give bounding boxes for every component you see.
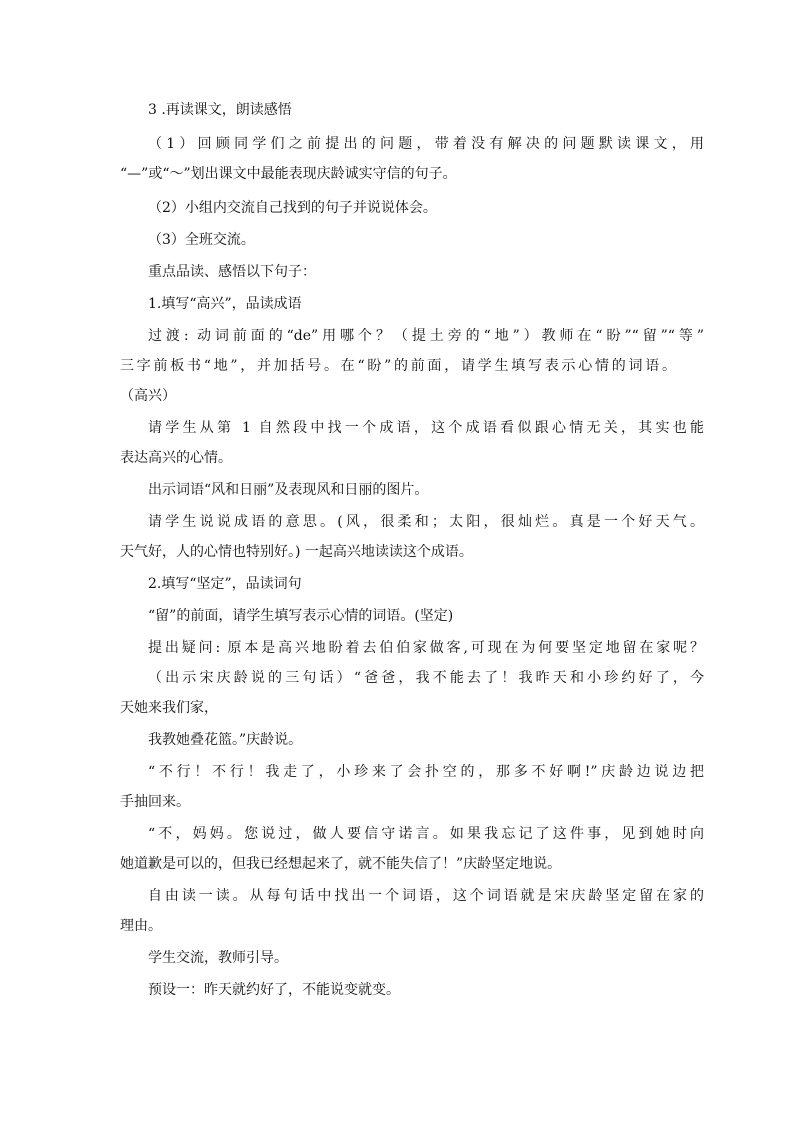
paragraph-line: （1）回顾同学们之前提出的问题，带着没有解决的问题默读课文，用 xyxy=(148,136,704,152)
paragraph-line: 出示词语“风和日丽”及表现风和日丽的图片。 xyxy=(148,482,429,498)
paragraph-line: 手抽回来。 xyxy=(120,794,190,810)
subsection-heading: 2.填写“坚定”，品读词句 xyxy=(148,576,302,592)
paragraph-line: 自由读一读。从每句话中找出一个词语，这个词语就是宋庆龄坚定留在家的 xyxy=(148,888,704,904)
paragraph-line: 预设一：昨天就约好了，不能说变就变。 xyxy=(148,982,400,998)
paragraph-line: “留”的前面，请学生填写表示心情的词语。(坚定) xyxy=(148,608,454,624)
paragraph-line: 过渡: 动词前面的“de”用哪个？（提土旁的“地”）教师在“盼”“留”“等” xyxy=(148,328,704,344)
paragraph-line: 请学生说说成语的意思。(风，很柔和；太阳，很灿烂。真是一个好天气。 xyxy=(148,514,704,530)
paragraph-line: 重点品读、感悟以下句子： xyxy=(148,264,316,280)
paragraph-line: （高兴） xyxy=(120,388,176,404)
paragraph-line: 天她来我们家， xyxy=(120,700,218,716)
section-heading: 3 .再读课文，朗读感悟 xyxy=(148,102,292,118)
paragraph-line: 提出疑问: 原本是高兴地盼着去伯伯家做客,可现在为何要坚定地留在家呢？ xyxy=(148,640,704,656)
paragraph-line: 她道歉是可以的，但我已经想起来了，就不能失信了！”庆龄坚定地说。 xyxy=(120,856,562,872)
paragraph-line: 表达高兴的心情。 xyxy=(120,450,232,466)
paragraph-line: 学生交流，教师引导。 xyxy=(148,950,288,966)
subsection-heading: 1.填写“高兴”，品读成语 xyxy=(148,296,302,312)
paragraph-line: 三字前板书“地”，并加括号。在“盼”的前面，请学生填写表示心情的词语。 xyxy=(120,358,676,374)
paragraph-line: 理由。 xyxy=(120,918,162,934)
paragraph-line: （2）小组内交流自己找到的句子并说说体会。 xyxy=(148,200,437,216)
paragraph-line: 我教她叠花篮。”庆龄说。 xyxy=(148,732,303,748)
paragraph-line: （出示宋庆龄说的三句话）“爸爸，我不能去了！我昨天和小珍约好了，今 xyxy=(148,670,704,686)
paragraph-line: 天气好，人的心情也特别好。) 一起高兴地读读这个成语。 xyxy=(120,544,473,560)
paragraph-line: 请学生从第 1 自然段中找一个成语，这个成语看似跟心情无关，其实也能 xyxy=(148,420,704,436)
paragraph-line: “—”或“～”划出课文中最能表现庆龄诚实守信的句子。 xyxy=(120,166,457,182)
paragraph-line: “不行！不行！我走了，小珍来了会扑空的，那多不好啊!”庆龄边说边把 xyxy=(148,764,704,780)
paragraph-line: “不，妈妈。您说过，做人要信守诺言。如果我忘记了这件事，见到她时向 xyxy=(148,826,704,842)
paragraph-line: （3）全班交流。 xyxy=(148,232,255,248)
